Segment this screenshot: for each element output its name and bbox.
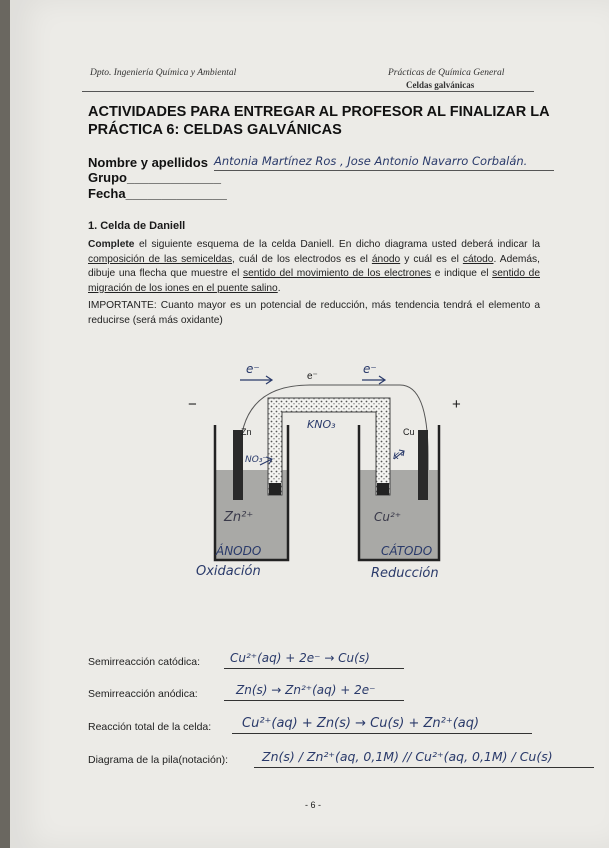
electron-label-right: e⁻ [363, 362, 377, 376]
name-underline [214, 170, 554, 171]
group-label: Grupo_____________ [88, 170, 221, 185]
header-topic: Celdas galvánicas [406, 80, 475, 90]
cathodic-label: Semirreacción catódica: [88, 656, 201, 668]
header-department: Dpto. Ingeniería Química y Ambiental [90, 68, 237, 78]
total-underline [232, 733, 532, 734]
name-label: Nombre y apellidos [88, 155, 208, 170]
section-heading: 1. Celda de Daniell [88, 220, 186, 232]
electron-arrow-right [362, 376, 385, 384]
total-value: Cu²⁺(aq) + Zn(s) → Cu(s) + Zn²⁺(aq) [242, 716, 480, 731]
copper-ion-label: Cu²⁺ [374, 510, 402, 524]
electron-label-left: e⁻ [246, 362, 260, 376]
notation-value: Zn(s) / Zn²⁺(aq, 0,1M) // Cu²⁺(aq, 0,1M) / Cu(s) [262, 749, 553, 764]
negative-terminal: − [188, 396, 197, 413]
page-number: - 6 - [305, 800, 322, 810]
salt-bridge-label: KNO₃ [307, 418, 336, 431]
header-course: Prácticas de Química General [388, 68, 505, 78]
cathode-process: Reducción [371, 566, 439, 581]
cathode-label: CÁTODO [381, 544, 433, 558]
anode-label: ÁNODO [216, 544, 262, 558]
copper-label: Cu [403, 427, 415, 437]
zinc-label: Zn [241, 427, 252, 437]
header-rule [82, 91, 534, 92]
potassium-ion-label: K⁺ [393, 452, 404, 462]
date-label: Fecha______________ [88, 186, 227, 201]
nitrate-ion-label: NO₃⁻ [245, 455, 268, 465]
title-line-2: PRÁCTICA 6: CELDAS GALVÁNICAS [88, 122, 342, 138]
notation-underline [254, 767, 594, 768]
date-blank: ______________ [125, 186, 227, 201]
cathodic-underline [224, 668, 404, 669]
positive-terminal: + [452, 396, 461, 413]
group-blank: _____________ [127, 170, 221, 185]
name-value: Antonia Martínez Ros , Jose Antonio Navarro Corbalán. [214, 154, 528, 168]
total-label: Reacción total de la celda: [88, 721, 212, 733]
zinc-electrode [233, 430, 243, 500]
title-line-1: ACTIVIDADES PARA ENTREGAR AL PROFESOR AL FINALIZAR LA [88, 104, 550, 120]
electron-arrow-left [240, 376, 272, 384]
zinc-ion-label: Zn²⁺ [224, 510, 254, 525]
daniell-cell-diagram [10, 355, 609, 595]
important-note: IMPORTANTE: Cuanto mayor es un potencial de reducción, más tendencia tendrá el elemento a reducirse (será más oxidante) [88, 300, 540, 326]
anodic-label: Semirreacción anódica: [88, 688, 198, 700]
anodic-underline [224, 700, 404, 701]
document-page [10, 0, 609, 848]
anodic-value: Zn(s) → Zn²⁺(aq) + 2e⁻ [236, 683, 376, 697]
anode-process: Oxidación [196, 564, 261, 579]
notation-label: Diagrama de la pila(notación): [88, 754, 229, 766]
instructions-paragraph: Complete el siguiente esquema de la celda Daniell. En dicho diagrama usted deberá indicar la composición de las semiceldas, cuál de los electrodos es el ánodo y cuál es el cátodo. Además, dibuje una flecha que muestre el sentido del movimiento de los electrones e indique el sentido de migración de los iones en el puente salino. [88, 239, 540, 294]
cathodic-value: Cu²⁺(aq) + 2e⁻ → Cu(s) [230, 651, 370, 665]
electron-label-top: e⁻ [307, 371, 318, 382]
copper-electrode [418, 430, 428, 500]
